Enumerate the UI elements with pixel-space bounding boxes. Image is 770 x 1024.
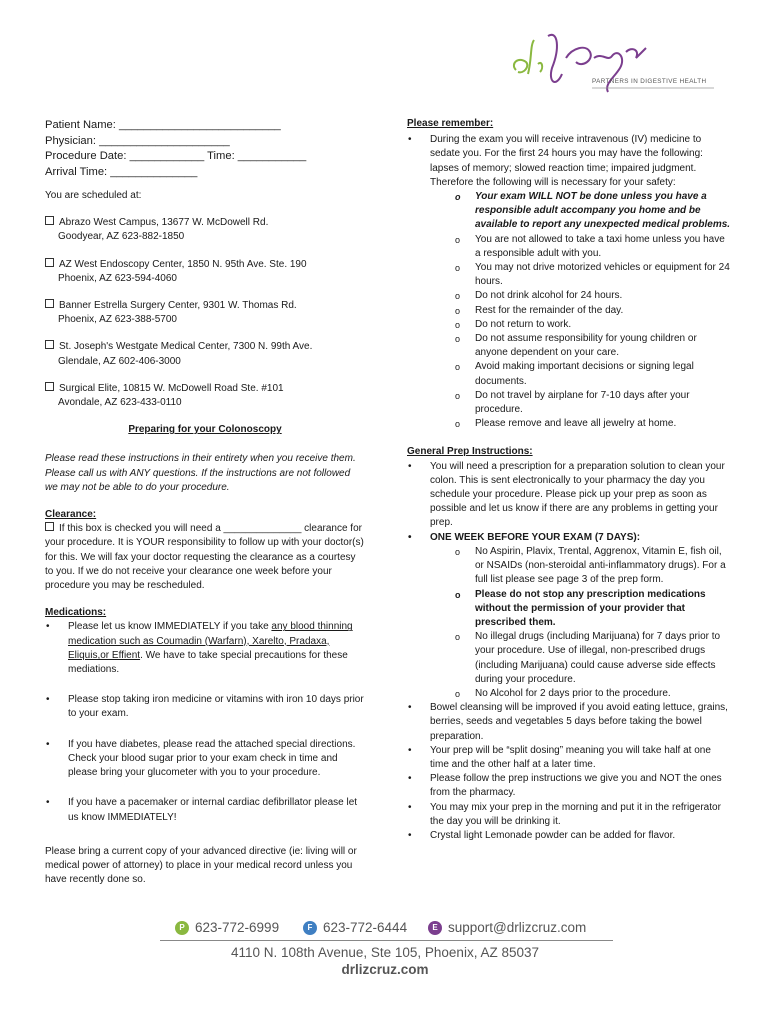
prep-item: • You may mix your prep in the morning and put it in the refrigerator the day you will be drinking it. xyxy=(407,801,732,829)
clearance-body: If this box is checked you will need a ______________ clearance for your procedure. It is YOUR responsibility to follow up with your doctor(s) for this. We will fax your doctor requesting the clearance as a courtesy to you. If we do not receive your clearance one week before your procedure you may be rescheduled. xyxy=(45,523,364,592)
prep-list xyxy=(407,460,732,545)
location-option[interactable] xyxy=(45,340,365,368)
medications-heading: Medications: xyxy=(45,607,107,619)
prep-list-continued xyxy=(407,701,732,843)
location-option[interactable] xyxy=(45,382,365,410)
week-item: o Please do not stop any prescription medications without the permission of your provider that prescribed them. xyxy=(453,588,732,631)
week-item: o No illegal drugs (including Marijuana) for 7 days prior to your procedure. Use of illegal, non-prescribed drugs (including Marijuana) could cause adverse side effects during your procedure. xyxy=(453,630,732,687)
location-city: Glendale, AZ 602-406-3000 xyxy=(58,355,181,367)
location-city: Goodyear, AZ 623-882-1850 xyxy=(58,231,185,243)
preparing-title: Preparing for your Colonoscopy xyxy=(128,424,282,436)
location-option[interactable] xyxy=(45,299,365,327)
remember-list xyxy=(407,133,732,190)
location-checkbox[interactable] xyxy=(45,216,54,225)
prep-heading: General Prep Instructions: xyxy=(407,446,533,458)
medication-item: • If you have a pacemaker or internal cardiac defibrillator please let us know IMMEDIATELY! xyxy=(45,796,365,824)
remember-item: o Rest for the remainder of the day. xyxy=(453,304,732,318)
location-name: Surgical Elite, 10815 W. McDowell Road Ste. #101 xyxy=(59,382,284,394)
medication-item: • Please stop taking iron medicine or vitamins with iron 10 days prior to your exam. xyxy=(45,693,365,721)
remember-item: o Do not return to work. xyxy=(453,318,732,332)
medication-text: . We have to take special precautions for these mediations. xyxy=(68,649,348,676)
email-icon: E xyxy=(428,921,442,935)
fax-number[interactable]: 623-772-6444 xyxy=(323,920,408,935)
practice-logo xyxy=(508,28,718,108)
medication-text: Please let us know IMMEDIATELY if you take xyxy=(68,621,272,633)
scheduled-label: You are scheduled at: xyxy=(45,190,142,201)
location-checkbox[interactable] xyxy=(45,340,54,349)
location-checkbox[interactable] xyxy=(45,299,54,308)
medication-item xyxy=(45,620,365,677)
remember-item: o Do not assume responsibility for young children or anyone dependent on your care. xyxy=(453,332,732,360)
remember-item: o You may not drive motorized vehicles or equipment for 24 hours. xyxy=(453,261,732,289)
location-name: Abrazo West Campus, 13677 W. McDowell Rd. xyxy=(59,217,269,229)
remember-item: o Your exam WILL NOT be done unless you have a responsible adult accompany you home and be available to report any unexpected medical problems. xyxy=(453,190,732,233)
procedure-date-field: Procedure Date: ____________ Time: ___________ xyxy=(45,150,307,162)
logo-script-mark xyxy=(508,28,718,108)
location-name: AZ West Endoscopy Center, 1850 N. 95th Ave. Ste. 190 xyxy=(59,258,307,270)
location-option[interactable] xyxy=(45,216,365,244)
email-address[interactable]: support@drlizcruz.com xyxy=(448,920,587,935)
medication-item: • If you have diabetes, please read the attached special directions. Check your blood sugar prior to your exam check in time and please bring your glucometer with you to your procedure. xyxy=(45,738,365,781)
prep-item: • Please follow the prep instructions we give you and NOT the ones from the pharmacy. xyxy=(407,772,732,800)
fax-icon: F xyxy=(303,921,317,935)
phone-number[interactable]: 623-772-6999 xyxy=(195,920,280,935)
location-option[interactable] xyxy=(45,258,365,286)
footer-divider xyxy=(160,940,613,941)
footer-address: 4110 N. 108th Avenue, Ste 105, Phoenix, AZ 85037 xyxy=(231,945,539,960)
location-checkbox[interactable] xyxy=(45,382,54,391)
remember-item: o Do not travel by airplane for 7-10 days after your procedure. xyxy=(453,389,732,417)
logo-tagline: PARTNERS IN DIGESTIVE HEALTH xyxy=(592,78,707,85)
remember-item: o Do not drink alcohol for 24 hours. xyxy=(453,289,732,303)
prep-item: • Your prep will be “split dosing” meaning you will take half at one time and the other half at a later time. xyxy=(407,744,732,772)
remember-item: o You are not allowed to take a taxi home unless you have a responsible adult with you. xyxy=(453,233,732,261)
clearance-heading: Clearance: xyxy=(45,509,97,521)
remember-heading: Please remember: xyxy=(407,118,494,129)
location-checkbox[interactable] xyxy=(45,258,54,267)
arrival-time-field: Arrival Time: ______________ xyxy=(45,165,198,178)
patient-name-field: Patient Name: __________________________ xyxy=(45,119,281,131)
remember-item: o Please remove and leave all jewelry at home. xyxy=(453,417,732,431)
location-name: Banner Estrella Surgery Center, 9301 W. Thomas Rd. xyxy=(59,300,297,312)
prep-item: • Bowel cleansing will be improved if you avoid eating lettuce, grains, berries, seeds and vegetables 5 days before taking the bowel preparation. xyxy=(407,701,732,744)
week-item: o No Aspirin, Plavix, Trental, Aggrenox, Vitamin E, fish oil, or NSAIDs (non-steroidal anti-inflammatory drugs). For a full list please see page 3 of the prep form. xyxy=(453,545,732,588)
medications-list xyxy=(45,620,365,824)
clearance-checkbox[interactable] xyxy=(45,522,54,531)
week-before-heading: • ONE WEEK BEFORE YOUR EXAM (7 DAYS): xyxy=(407,531,732,545)
physician-field: Physician: _____________________ xyxy=(45,134,230,147)
clearance-text xyxy=(45,522,365,593)
location-city: Phoenix, AZ 623-388-5700 xyxy=(58,314,177,326)
remember-item: o Avoid making important decisions or signing legal documents. xyxy=(453,360,732,388)
prep-item: • You will need a prescription for a preparation solution to clean your colon. This is sent electronically to your pharmacy the day you schedule your procedure. Please pick up your prep as soon as possible and let us know if there are any problems in getting your prep. xyxy=(407,460,732,531)
week-item: o No Alcohol for 2 days prior to the procedure. xyxy=(453,687,732,701)
intro-note: Please read these instructions in their entirety when you receive them. Please call us with ANY questions. If the instructions are not followed we may not be able to do your procedure. xyxy=(45,453,356,493)
location-city: Avondale, AZ 623-433-0110 xyxy=(58,397,182,409)
remember-intro: • During the exam you will receive intravenous (IV) medicine to sedate you. For the first 24 hours you may have the following: lapses of memory; slowed reaction time; impaired judgment. Therefore the following will is necessary for your safety: xyxy=(407,133,732,190)
right-column xyxy=(407,117,732,843)
blood-thinner-list: any blood thinning medication such as Coumadin (Warfarn), Xarelto, Pradaxa, Eliquis,or Effient xyxy=(68,621,353,661)
location-name: St. Joseph's Westgate Medical Center, 7300 N. 99th Ave. xyxy=(59,341,313,353)
week-before-list xyxy=(453,545,732,701)
phone-icon: P xyxy=(175,921,189,935)
location-city: Phoenix, AZ 623-594-4060 xyxy=(58,272,177,284)
remember-sublist xyxy=(453,190,732,431)
footer-website[interactable]: drlizcruz.com xyxy=(341,962,429,977)
left-column xyxy=(45,118,365,887)
directive-note: Please bring a current copy of your advanced directive (ie: living will or medical power of attorney) to place in your medical record unless you have recently done so. xyxy=(45,845,357,886)
prep-item: • Crystal light Lemonade powder can be added for flavor. xyxy=(407,829,732,843)
